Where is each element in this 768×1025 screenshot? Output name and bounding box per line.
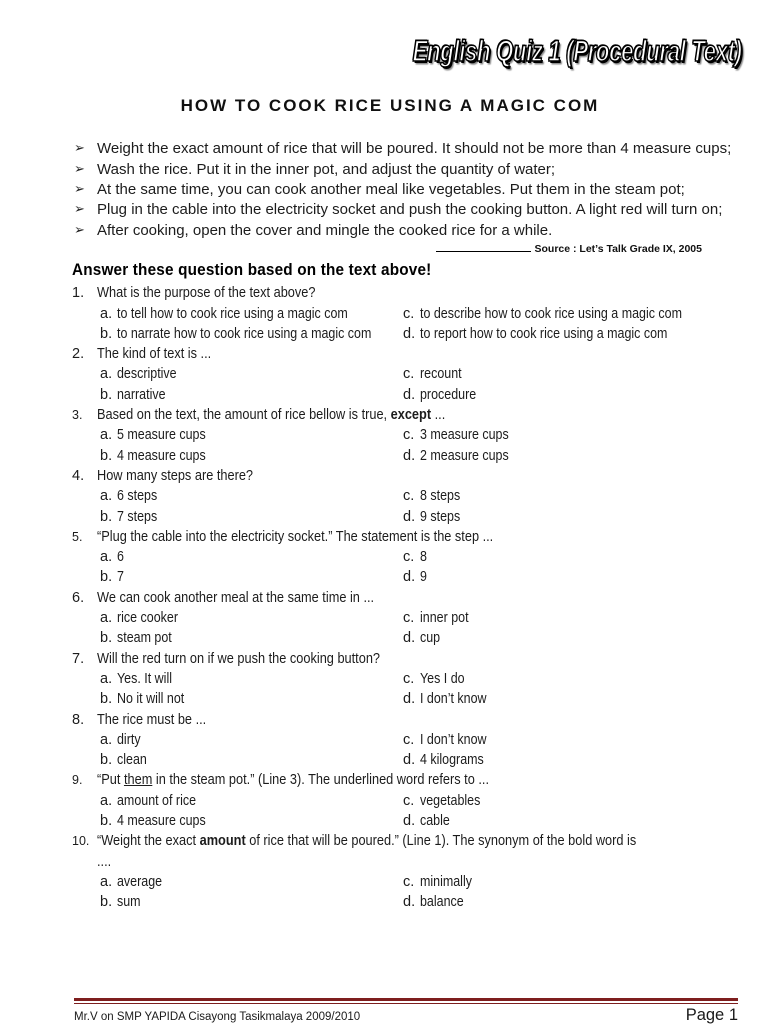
option-text: sum <box>117 894 141 911</box>
question <box>72 527 738 588</box>
option-letter: b. <box>100 386 113 403</box>
option-letter: a. <box>100 305 113 322</box>
option-letter: d. <box>403 630 416 647</box>
option-text: 7 <box>117 569 124 586</box>
options-grid <box>100 791 738 832</box>
option-text: procedure <box>420 386 477 403</box>
answer-option <box>100 304 403 324</box>
procedure-step-text: After cooking, open the cover and mingle the cooked rice for a while. <box>97 221 553 239</box>
option-text: to describe how to cook rice using a magic com <box>420 305 683 322</box>
option-letter: a. <box>100 670 113 687</box>
options-grid <box>100 425 738 466</box>
option-letter: b. <box>100 325 113 342</box>
option-letter: c. <box>403 488 415 505</box>
question-number: 1. <box>72 285 85 302</box>
option-text: vegetables <box>420 792 481 809</box>
option-letter: d. <box>403 691 416 708</box>
option-text: narrative <box>117 386 166 403</box>
procedure-step-text: Weight the exact amount of rice that will be poured. It should not be more than 4 measure cups; <box>97 140 732 158</box>
options-grid <box>100 669 738 710</box>
option-letter: c. <box>403 610 415 627</box>
answer-option <box>403 486 738 506</box>
option-letter: d. <box>403 386 416 403</box>
answer-option <box>100 324 403 344</box>
answer-option <box>403 669 738 689</box>
arrow-bullet-icon: ➢ <box>74 141 85 157</box>
option-letter: d. <box>403 894 416 911</box>
option-letter: a. <box>100 610 113 627</box>
question-number: 4. <box>72 467 85 484</box>
option-text: to narrate how to cook rice using a magic com <box>117 325 372 342</box>
option-letter: d. <box>403 508 416 525</box>
answer-option <box>100 628 403 648</box>
option-text: 4 measure cups <box>117 813 206 829</box>
answer-option <box>403 892 738 912</box>
question-number: 5. <box>72 529 83 544</box>
option-text: average <box>117 873 163 890</box>
question-row <box>72 770 738 790</box>
options-grid <box>100 730 738 771</box>
option-letter: c. <box>403 305 415 322</box>
option-letter: a. <box>100 488 113 505</box>
options-grid <box>100 547 738 588</box>
option-text: cup <box>420 630 441 647</box>
page-number: Page 1 <box>685 1006 738 1024</box>
answer-option <box>403 791 738 811</box>
options-grid <box>100 872 738 913</box>
quiz-title-wordart: English Quiz 1 (Procedural Text) <box>412 35 742 68</box>
option-letter: b. <box>100 569 113 586</box>
answer-option <box>403 730 738 750</box>
option-text: 2 measure cups <box>420 447 509 464</box>
answer-option <box>403 689 738 709</box>
footer <box>74 998 738 1025</box>
answer-option <box>100 791 403 811</box>
options-grid <box>100 608 738 649</box>
question-text: How many steps are there? <box>97 467 254 484</box>
answer-option <box>403 364 738 384</box>
footer-credit: Mr.V on SMP YAPIDA Cisayong Tasikmalaya 2009/2010 <box>74 1011 361 1023</box>
option-text: recount <box>420 366 462 383</box>
option-letter: d. <box>403 813 416 829</box>
question-row <box>72 344 738 364</box>
question-row <box>72 283 738 303</box>
option-letter: d. <box>403 569 416 586</box>
option-text: to tell how to cook rice using a magic com <box>117 305 348 322</box>
question <box>72 588 738 649</box>
option-letter: a. <box>100 731 113 748</box>
answer-option <box>100 811 403 831</box>
question-row <box>72 588 738 608</box>
answer-option <box>100 730 403 750</box>
answer-option <box>100 385 403 405</box>
question-number: 3. <box>72 408 83 423</box>
question <box>72 770 738 831</box>
option-letter: a. <box>100 427 113 444</box>
source-underline <box>436 249 531 252</box>
question-row <box>72 405 738 425</box>
option-letter: b. <box>100 813 113 829</box>
procedure-step <box>72 139 738 159</box>
question-number: 6. <box>72 589 85 606</box>
answer-option <box>100 608 403 628</box>
option-text: 7 steps <box>117 508 158 525</box>
option-letter: a. <box>100 366 113 383</box>
question-text: “Plug the cable into the electricity socket.” The statement is the step ... <box>97 528 494 545</box>
option-text: 4 kilograms <box>420 752 484 769</box>
answer-option <box>100 689 403 709</box>
source-line <box>72 243 738 256</box>
question <box>72 405 738 466</box>
answer-option <box>403 750 738 770</box>
question-text: The kind of text is ... <box>97 346 212 363</box>
option-letter: c. <box>403 873 415 890</box>
option-text: balance <box>420 894 464 911</box>
question <box>72 344 738 405</box>
answer-option <box>403 628 738 648</box>
option-text: Yes I do <box>420 670 465 687</box>
question-row <box>72 466 738 486</box>
answer-option <box>403 811 738 831</box>
option-text: 8 steps <box>420 488 461 505</box>
procedure-step <box>72 160 738 180</box>
option-text: 3 measure cups <box>420 427 509 444</box>
question-row <box>72 649 738 669</box>
option-text: minimally <box>420 873 472 890</box>
question <box>72 831 738 912</box>
options-grid <box>100 364 738 405</box>
question-text: “Weight the exact amount of rice that will be poured.” (Line 1). The synonym of the bold word is .... <box>97 833 637 870</box>
question-row <box>72 527 738 547</box>
answer-option <box>100 446 403 466</box>
question-text: “Put them in the steam pot.” (Line 3). The underlined word refers to ... <box>97 772 489 789</box>
question <box>72 710 738 771</box>
answer-option <box>403 872 738 892</box>
option-text: Yes. It will <box>117 670 172 687</box>
answer-option <box>100 486 403 506</box>
question-text: Will the red turn on if we push the cooking button? <box>97 650 381 667</box>
question-row <box>72 710 738 730</box>
answer-option <box>100 750 403 770</box>
arrow-bullet-icon: ➢ <box>74 182 85 198</box>
option-letter: b. <box>100 691 113 708</box>
option-letter: c. <box>403 549 415 566</box>
option-letter: c. <box>403 731 415 748</box>
option-letter: b. <box>100 508 113 525</box>
option-text: 5 measure cups <box>117 427 206 444</box>
arrow-bullet-icon: ➢ <box>74 202 85 218</box>
answer-option <box>403 507 738 527</box>
option-text: 6 <box>117 549 124 566</box>
options-grid <box>100 304 738 345</box>
answer-option <box>403 608 738 628</box>
answer-option <box>403 547 738 567</box>
question-row <box>72 831 738 872</box>
option-letter: b. <box>100 894 113 911</box>
option-text: I don’t know <box>420 731 487 748</box>
answer-option <box>100 872 403 892</box>
procedure-step-text: At the same time, you can cook another meal like vegetables. Put them in the steam pot; <box>97 181 685 199</box>
option-letter: d. <box>403 447 416 464</box>
option-text: amount of rice <box>117 792 197 809</box>
option-letter: d. <box>403 752 416 769</box>
question-number: 8. <box>72 711 85 728</box>
answer-option <box>100 669 403 689</box>
arrow-bullet-icon: ➢ <box>74 222 85 238</box>
question <box>72 466 738 527</box>
answer-option <box>100 567 403 587</box>
option-text: 8 <box>420 549 427 566</box>
questions-list <box>72 283 738 912</box>
question <box>72 649 738 710</box>
option-text: 6 steps <box>117 488 158 505</box>
question-number: 2. <box>72 346 85 363</box>
arrow-bullet-icon: ➢ <box>74 161 85 177</box>
option-text: 9 <box>420 569 427 586</box>
option-text: steam pot <box>117 630 172 647</box>
answer-option <box>100 507 403 527</box>
answer-option <box>403 446 738 466</box>
answer-option <box>100 364 403 384</box>
option-text: 4 measure cups <box>117 447 206 464</box>
question-number: 9. <box>72 773 83 788</box>
option-text: 9 steps <box>420 508 461 525</box>
option-text: I don’t know <box>420 691 487 708</box>
option-letter: b. <box>100 447 113 464</box>
answer-option <box>403 304 738 324</box>
answer-option <box>100 892 403 912</box>
option-letter: a. <box>100 549 113 566</box>
option-text: descriptive <box>117 366 177 383</box>
option-letter: c. <box>403 366 415 383</box>
option-letter: b. <box>100 752 113 769</box>
procedure-step <box>72 180 738 200</box>
options-grid <box>100 486 738 527</box>
question-number: 10. <box>72 834 90 849</box>
option-letter: a. <box>100 873 113 890</box>
question-text: What is the purpose of the text above? <box>97 285 316 302</box>
answer-option <box>403 567 738 587</box>
doc-title: HOW TO COOK RICE USING A MAGIC COM <box>180 96 600 115</box>
answer-option <box>100 425 403 445</box>
option-letter: a. <box>100 792 113 809</box>
option-letter: d. <box>403 325 416 342</box>
option-text: cable <box>420 813 450 829</box>
procedure-list <box>72 139 738 241</box>
option-text: No it will not <box>117 691 185 708</box>
answer-option <box>403 385 738 405</box>
option-letter: c. <box>403 427 415 444</box>
source-text: Source : Let’s Talk Grade IX, 2005 <box>534 243 702 256</box>
answer-option <box>403 324 738 344</box>
instruction-heading: Answer these question based on the text above! <box>72 260 432 280</box>
procedure-step <box>72 221 738 241</box>
option-letter: c. <box>403 670 415 687</box>
option-text: dirty <box>117 731 141 748</box>
option-text: to report how to cook rice using a magic com <box>420 325 668 342</box>
procedure-step-text: Plug in the cable into the electricity socket and push the cooking button. A light red will turn on; <box>97 201 723 219</box>
question-text: The rice must be ... <box>97 711 207 728</box>
option-letter: b. <box>100 630 113 647</box>
question-text: Based on the text, the amount of rice bellow is true, except ... <box>97 407 446 424</box>
question-text: We can cook another meal at the same time in ... <box>97 589 375 606</box>
option-text: inner pot <box>420 610 469 627</box>
question <box>72 283 738 344</box>
option-letter: c. <box>403 792 415 809</box>
procedure-step-text: Wash the rice. Put it in the inner pot, and adjust the quantity of water; <box>97 160 556 178</box>
answer-option <box>403 425 738 445</box>
option-text: clean <box>117 752 147 769</box>
procedure-step <box>72 200 738 220</box>
question-number: 7. <box>72 650 85 667</box>
option-text: rice cooker <box>117 610 178 627</box>
answer-option <box>100 547 403 567</box>
footer-rule <box>74 998 738 1004</box>
